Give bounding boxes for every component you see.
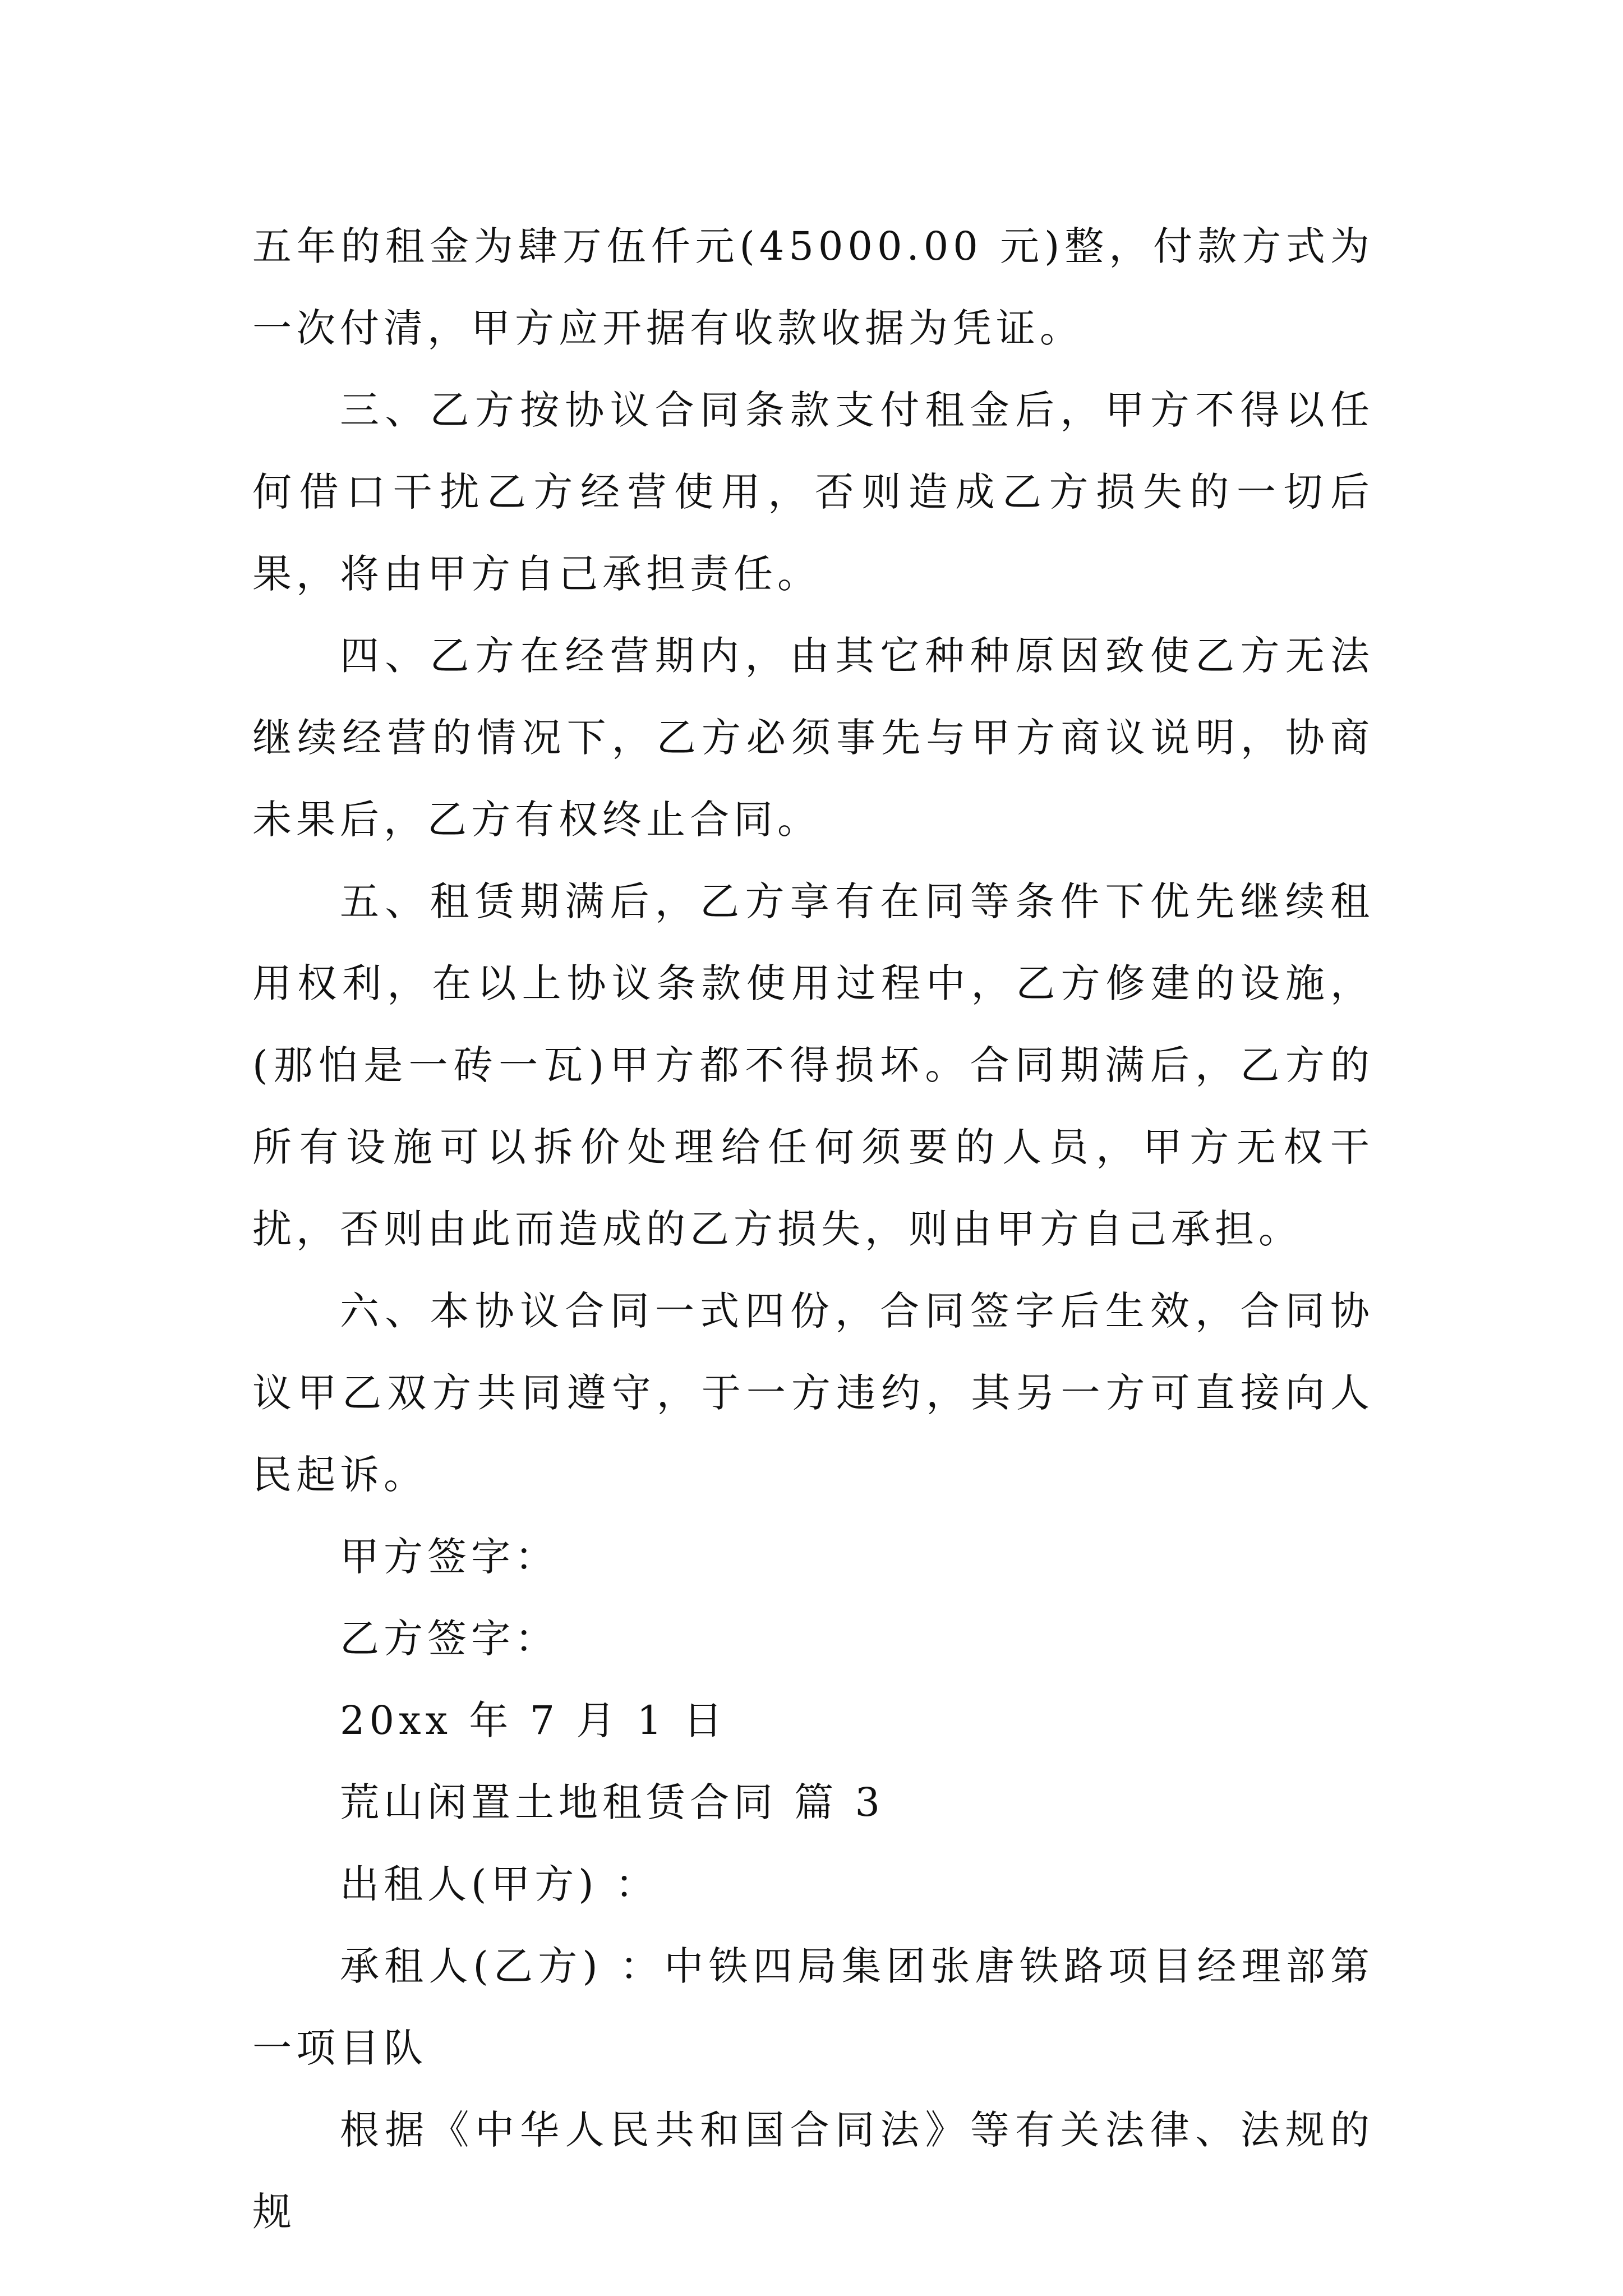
document-body [252, 205, 1374, 2253]
contract-date: 20xx 年 7 月 1 日 [340, 1697, 727, 1743]
paragraph-legal-basis: 根据《中华人民共和国合同法》等有关法律、法规的规 [252, 2107, 1374, 2235]
section-title: 荒山闲置土地租赁合同 篇 3 [340, 1779, 885, 1825]
party-b-signature: 乙方签字： [340, 1616, 559, 1662]
lessor-line: 出租人(甲方) ： [340, 1861, 659, 1907]
party-a-signature: 甲方签字： [340, 1534, 559, 1580]
paragraph-clause-5: 五、租赁期满后，乙方享有在同等条件下优先继续租用权利，在以上协议条款使用过程中，乙方修建的设施，(那怕是一砖一瓦)甲方都不得损坏。合同期满后，乙方的所有设施可以拆价处理给任何须要的人员，甲方无权干扰，否则由此而造成的乙方损失，则由甲方自己承担。 [252, 878, 1374, 1252]
paragraph-clause-3: 三、乙方按协议合同条款支付租金后，甲方不得以任何借口干扰乙方经营使用，否则造成乙方损失的一切后果，将由甲方自己承担责任。 [252, 387, 1374, 597]
paragraph-rent-payment: 五年的租金为肆万伍仟元(45000.00 元)整，付款方式为一次付清，甲方应开据有收款收据为凭证。 [252, 223, 1374, 351]
lessee-line: 承租人(乙方) ：中铁四局集团张唐铁路项目经理部第一项目队 [252, 1943, 1374, 2071]
paragraph-clause-6: 六、本协议合同一式四份，合同签字后生效，合同协议甲乙双方共同遵守，于一方违约，其另一方可直接向人民起诉。 [252, 1288, 1374, 1498]
paragraph-clause-4: 四、乙方在经营期内，由其它种种原因致使乙方无法继续经营的情况下，乙方必须事先与甲方商议说明，协商未果后，乙方有权终止合同。 [252, 633, 1374, 843]
